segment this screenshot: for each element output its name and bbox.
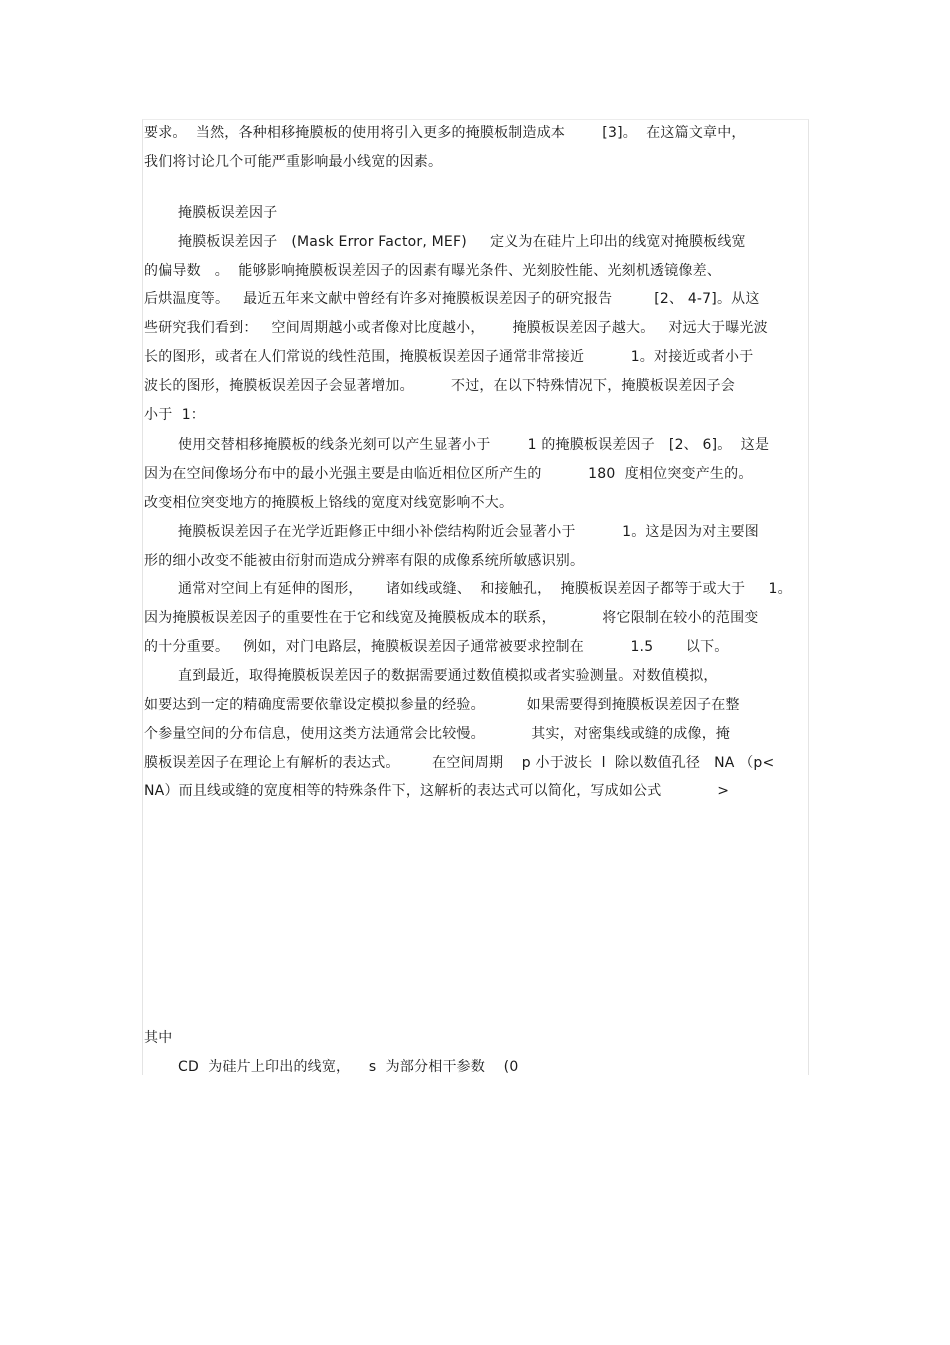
text-line: NA）而且线或缝的宽度相等的特殊条件下，这解析的表达式可以简化，写成如公式 > [144,783,730,799]
text-line: 其中 [144,1030,173,1046]
text-line: 小于 1： [144,407,206,423]
text-line: 因为在空间像场分布中的最小光强主要是由临近相位区所产生的 180 度相位突变产生的。 [144,466,753,482]
text-line: 的十分重要。 例如，对门电路层，掩膜板误差因子通常被要求控制在 1.5 以下。 [144,639,729,655]
text-line: 改变相位突变地方的掩膜板上铬线的宽度对线宽影响不大。 [144,495,514,511]
text-line: 要求。 当然，各种相移掩膜板的使用将引入更多的掩膜板制造成本 [3]。 在这篇文章中， [144,125,746,141]
text-line: 些研究我们看到： 空间周期越小或者像对比度越小， 掩膜板误差因子越大。 对远大于曝光波 [144,320,768,336]
text-line: 直到最近，取得掩膜板误差因子的数据需要通过数值模拟或者实验测量。对数值模拟， [178,668,718,684]
section-heading: 掩膜板误差因子 [178,205,278,221]
text-line: 的偏导数 。 能够影响掩膜板误差因子的因素有曝光条件、光刻胶性能、光刻机透镜像差、 [144,263,722,279]
text-line: 如要达到一定的精确度需要依靠设定模拟参量的经验。 如果需要得到掩膜板误差因子在整 [144,697,740,713]
text-line: 后烘温度等。 最近五年来文献中曾经有许多对掩膜板误差因子的研究报告 [2、 4-7]。从这 [144,291,760,307]
text-line: CD 为硅片上印出的线宽， s 为部分相干参数 (0 [178,1059,519,1075]
text-line: 膜板误差因子在理论上有解析的表达式。 在空间周期 p 小于波长 l 除以数值孔径 NA （p< [144,755,775,771]
text-line: 形的细小改变不能被由衍射而造成分辨率有限的成像系统所敏感识别。 [144,553,585,569]
text-line: 我们将讨论几个可能严重影响最小线宽的因素。 [144,154,443,170]
text-line: 掩膜板误差因子 (Mask Error Factor, MEF) 定义为在硅片上印出的线宽对掩膜板线宽 [178,234,746,250]
text-line: 使用交替相移掩膜板的线条光刻可以产生显著小于 1 的掩膜板误差因子 [2、 6]。 这是 [178,437,770,453]
text-line: 通常对空间上有延伸的图形， 诸如线或缝、 和接触孔， 掩膜板误差因子都等于或大于 1。 [178,581,792,597]
text-line: 掩膜板误差因子在光学近距修正中细小补偿结构附近会显著小于 1。这是因为对主要图 [178,524,760,540]
text-line: 波长的图形，掩膜板误差因子会显著增加。 不过，在以下特殊情况下，掩膜板误差因子会 [144,378,735,394]
text-line: 个参量空间的分布信息，使用这类方法通常会比较慢。 其实，对密集线或缝的成像，掩 [144,726,731,742]
text-line: 因为掩膜板误差因子的重要性在于它和线宽及掩膜板成本的联系， 将它限制在较小的范围变 [144,610,759,626]
text-line: 长的图形，或者在人们常说的线性范围，掩膜板误差因子通常非常接近 1。对接近或者小于 [144,349,754,365]
